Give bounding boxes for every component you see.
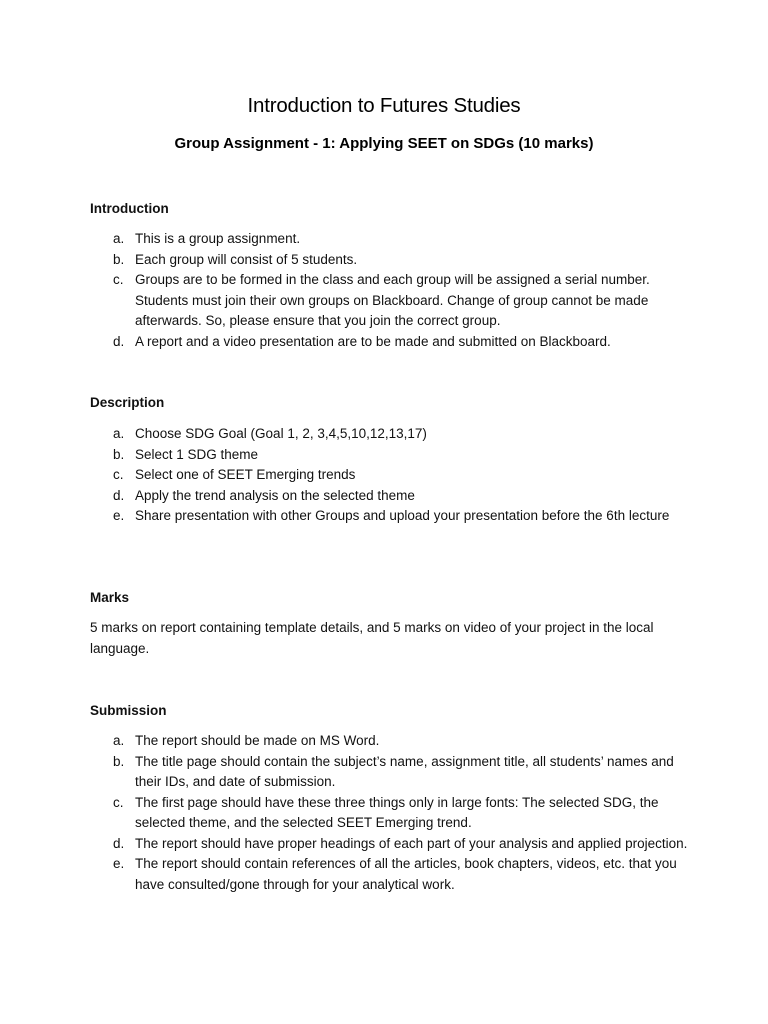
list-item-text: Apply the trend analysis on the selected theme	[135, 487, 415, 503]
list-item-text: Select 1 SDG theme	[135, 446, 259, 462]
list-marker: c.	[113, 272, 124, 287]
list-item-text: The report should have proper headings of each part of your analysis and applied projection.	[135, 835, 688, 851]
list-item	[90, 486, 690, 507]
list-item	[90, 465, 690, 486]
list-marker: c.	[113, 467, 124, 482]
list-item	[90, 229, 690, 250]
list-item	[90, 731, 690, 752]
list-marker: e.	[113, 508, 125, 523]
marks-paragraph: 5 marks on report containing template details, and 5 marks on video of your project in the local language.	[90, 620, 654, 656]
list-item	[90, 834, 690, 855]
list-item-text: This is a group assignment.	[135, 231, 301, 246]
list-marker: c.	[113, 794, 124, 810]
list-item-text: The title page should contain the subject’s name, assignment title, all students’ names and their IDs, and date of submission.	[135, 753, 674, 789]
list-item	[90, 270, 690, 332]
submission-list	[90, 731, 690, 895]
list-marker: d.	[113, 487, 125, 503]
list-marker: d.	[113, 333, 125, 349]
list-item-text: Select one of SEET Emerging trends	[135, 467, 356, 482]
introduction-heading: Introduction	[90, 201, 169, 216]
list-item-text: The report should contain references of all the articles, book chapters, videos, etc. that you have consulted/gone through for your analytical work.	[135, 856, 677, 892]
list-marker: a.	[113, 231, 125, 246]
list-marker: e.	[113, 856, 125, 871]
list-item	[90, 752, 690, 793]
list-item	[90, 250, 690, 271]
list-item	[90, 332, 690, 353]
document-title: Introduction to Futures Studies	[247, 94, 521, 117]
list-item-text: The first page should have these three things only in large fonts: The selected SDG, the selected theme, and the selected SEET Emerging trend.	[135, 794, 659, 830]
marks-heading: Marks	[90, 590, 130, 605]
description-list	[90, 424, 690, 527]
list-item	[90, 424, 690, 445]
list-item-text: Choose SDG Goal (Goal 1, 2, 3,4,5,10,12,13,17)	[135, 426, 427, 441]
list-marker: b.	[113, 251, 125, 267]
list-marker: a.	[113, 426, 125, 441]
list-item-text: The report should be made on MS Word.	[135, 733, 380, 748]
list-item-text: Groups are to be formed in the class and each group will be assigned a serial number. Students must join their own groups on Blackboard. Change of group cannot be made afterwards. So, please ensure that you join the correct group.	[135, 272, 650, 328]
list-marker: a.	[113, 733, 125, 748]
list-item-text: Share presentation with other Groups and upload your presentation before the 6th lecture	[135, 508, 670, 523]
list-item	[90, 793, 690, 834]
list-item	[90, 445, 690, 466]
submission-heading: Submission	[90, 703, 167, 718]
list-marker: b.	[113, 446, 125, 462]
list-marker: b.	[113, 753, 125, 769]
introduction-list	[90, 229, 690, 352]
list-item-text: A report and a video presentation are to be made and submitted on Blackboard.	[135, 333, 611, 349]
list-item-text: Each group will consist of 5 students.	[135, 251, 358, 267]
list-item	[90, 506, 690, 527]
list-marker: d.	[113, 835, 125, 851]
description-heading: Description	[90, 395, 165, 410]
list-item	[90, 854, 690, 895]
document-subtitle: Group Assignment - 1: Applying SEET on SDGs (10 marks)	[174, 135, 594, 152]
